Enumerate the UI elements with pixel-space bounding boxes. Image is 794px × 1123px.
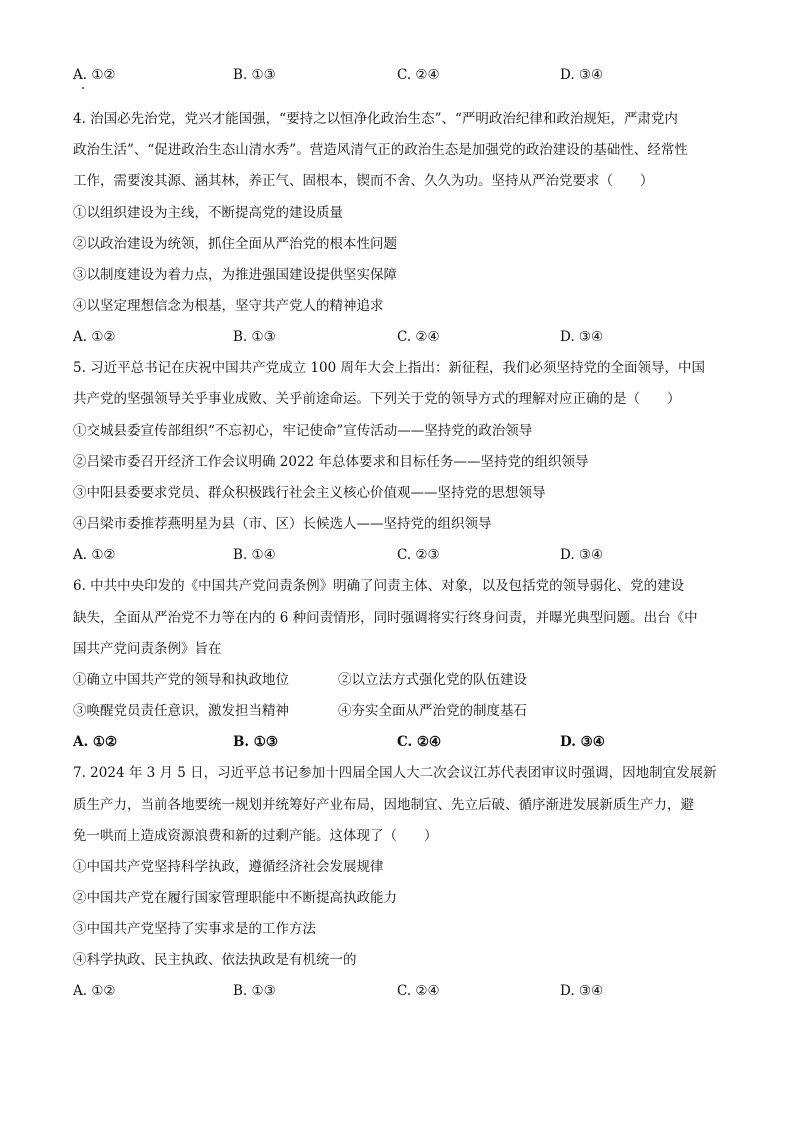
q4-option-b[interactable]: B. ①③ [233, 329, 276, 345]
q6-option-c[interactable]: C. ②④ [397, 734, 442, 750]
q4-item-4: ④以坚定理想信念为根基，坚守共产党人的精神追求 [73, 298, 384, 314]
q4-item-3: ③以制度建设为着力点，为推进强国建设提供坚实保障 [73, 267, 397, 283]
q6-option-a[interactable]: A. ①② [73, 734, 118, 750]
q7-item-2: ②中国共产党在履行国家管理职能中不断提高执政能力 [73, 890, 397, 906]
q4-options [73, 328, 723, 346]
q7-stem-line-1: 7. 2024 年 3 月 5 日，习近平总书记参加十四届全国人大二次会议江苏代表团审议时强调，因地制宜发展新 [73, 765, 717, 781]
q4-item-1: ①以组织建设为主线，不断提高党的建设质量 [73, 205, 343, 221]
q4-stem-line-2: 政治生活”、“促进政治生态山清水秀”。营造风清气正的政治生态是加强党的政治建设的基础性、经常性 [73, 142, 688, 158]
q5-option-a[interactable]: A. ①② [73, 547, 116, 563]
q6-items-row-1 [73, 671, 723, 689]
q6-option-b[interactable]: B. ①③ [233, 734, 279, 750]
q6-item-2: ②以立法方式强化党的队伍建设 [338, 672, 527, 688]
q4-stem-line-1: 4. 治国必先治党，党兴才能国强，“要持之以恒净化政治生态”、“严明政治纪律和政治规矩，严肃党内 [73, 111, 678, 127]
q5-stem-line-1: 5. 习近平总书记在庆祝中国共产党成立 100 周年大会上指出：新征程，我们必须坚持党的全面领导，中国 [73, 360, 706, 376]
q5-stem-line-2: 共产党的坚强领导关乎事业成败、关乎前途命运。下列关于党的领导方式的理解对应正确的是（ ） [73, 391, 681, 407]
q7-options [73, 982, 723, 1000]
q5-item-3: ③中阳县委要求党员、群众积极践行社会主义核心价值观——坚持党的思想领导 [73, 485, 546, 501]
q6-item-1: ①确立中国共产党的领导和执政地位 [73, 672, 289, 688]
q3-option-a[interactable]: A. ①② [73, 67, 116, 83]
q5-option-d[interactable]: D. ③④ [560, 547, 604, 563]
q7-stem-line-3: 免一哄而上造成资源浪费和新的过剩产能。这体现了（ ） [73, 828, 438, 844]
q7-item-1: ①中国共产党坚持科学执政，遵循经济社会发展规律 [73, 859, 384, 875]
q4-option-d[interactable]: D. ③④ [560, 329, 604, 345]
q7-item-4: ④科学执政、民主执政、依法执政是有机统一的 [73, 952, 357, 968]
q6-options [73, 733, 723, 751]
q5-option-c[interactable]: C. ②③ [397, 547, 440, 563]
q6-stem-line-2: 缺失，全面从严治党不力等在内的 6 种问责情形，同时强调将实行终身问责，并曝光典型问题。出台《中 [73, 610, 698, 626]
q6-items-row-2 [73, 702, 723, 720]
q7-option-d[interactable]: D. ③④ [560, 983, 604, 999]
q5-item-2: ②吕梁市委召开经济工作会议明确 2022 年总体要求和目标任务——坚持党的组织领导 [73, 454, 589, 470]
q6-item-4: ④夯实全面从严治党的制度基石 [338, 703, 527, 719]
q6-stem-line-1: 6. 中共中央印发的《中国共产党问责条例》明确了问责主体、对象，以及包括党的领导弱化、党的建设 [73, 578, 685, 594]
q7-item-3: ③中国共产党坚持了实事求是的工作方法 [73, 921, 316, 937]
q4-option-a[interactable]: A. ①② [73, 329, 116, 345]
q5-options [73, 546, 723, 564]
q4-option-c[interactable]: C. ②④ [397, 329, 440, 345]
q6-item-3: ③唤醒党员责任意识，激发担当精神 [73, 703, 289, 719]
q3-options [73, 66, 723, 84]
q7-option-b[interactable]: B. ①③ [233, 983, 276, 999]
q5-option-b[interactable]: B. ①④ [233, 547, 276, 563]
q3-option-b[interactable]: B. ①③ [233, 67, 276, 83]
q4-stem-line-3: 工作，需要浚其源、涵其林，养正气、固根本，锲而不舍、久久为功。坚持从严治党要求（ ） [73, 173, 654, 189]
q3-option-d[interactable]: D. ③④ [560, 67, 604, 83]
q3-option-c[interactable]: C. ②④ [397, 67, 440, 83]
q7-option-c[interactable]: C. ②④ [397, 983, 440, 999]
q6-option-d[interactable]: D. ③④ [560, 734, 605, 750]
q6-stem-line-3: 国共产党问责条例》旨在 [73, 641, 222, 657]
stray-mark [82, 87, 84, 89]
q7-option-a[interactable]: A. ①② [73, 983, 116, 999]
q4-item-2: ②以政治建设为统领，抓住全面从严治党的根本性问题 [73, 236, 397, 252]
q7-stem-line-2: 质生产力，当前各地要统一规划并统筹好产业布局，因地制宜、先立后破、循序渐进发展新质生产力，避 [73, 797, 694, 813]
q5-item-1: ①交城县委宣传部组织“不忘初心，牢记使命”宣传活动——坚持党的政治领导 [73, 423, 533, 439]
q5-item-4: ④吕梁市委推荐燕明星为县（市、区）长候选人——坚持党的组织领导 [73, 516, 492, 532]
